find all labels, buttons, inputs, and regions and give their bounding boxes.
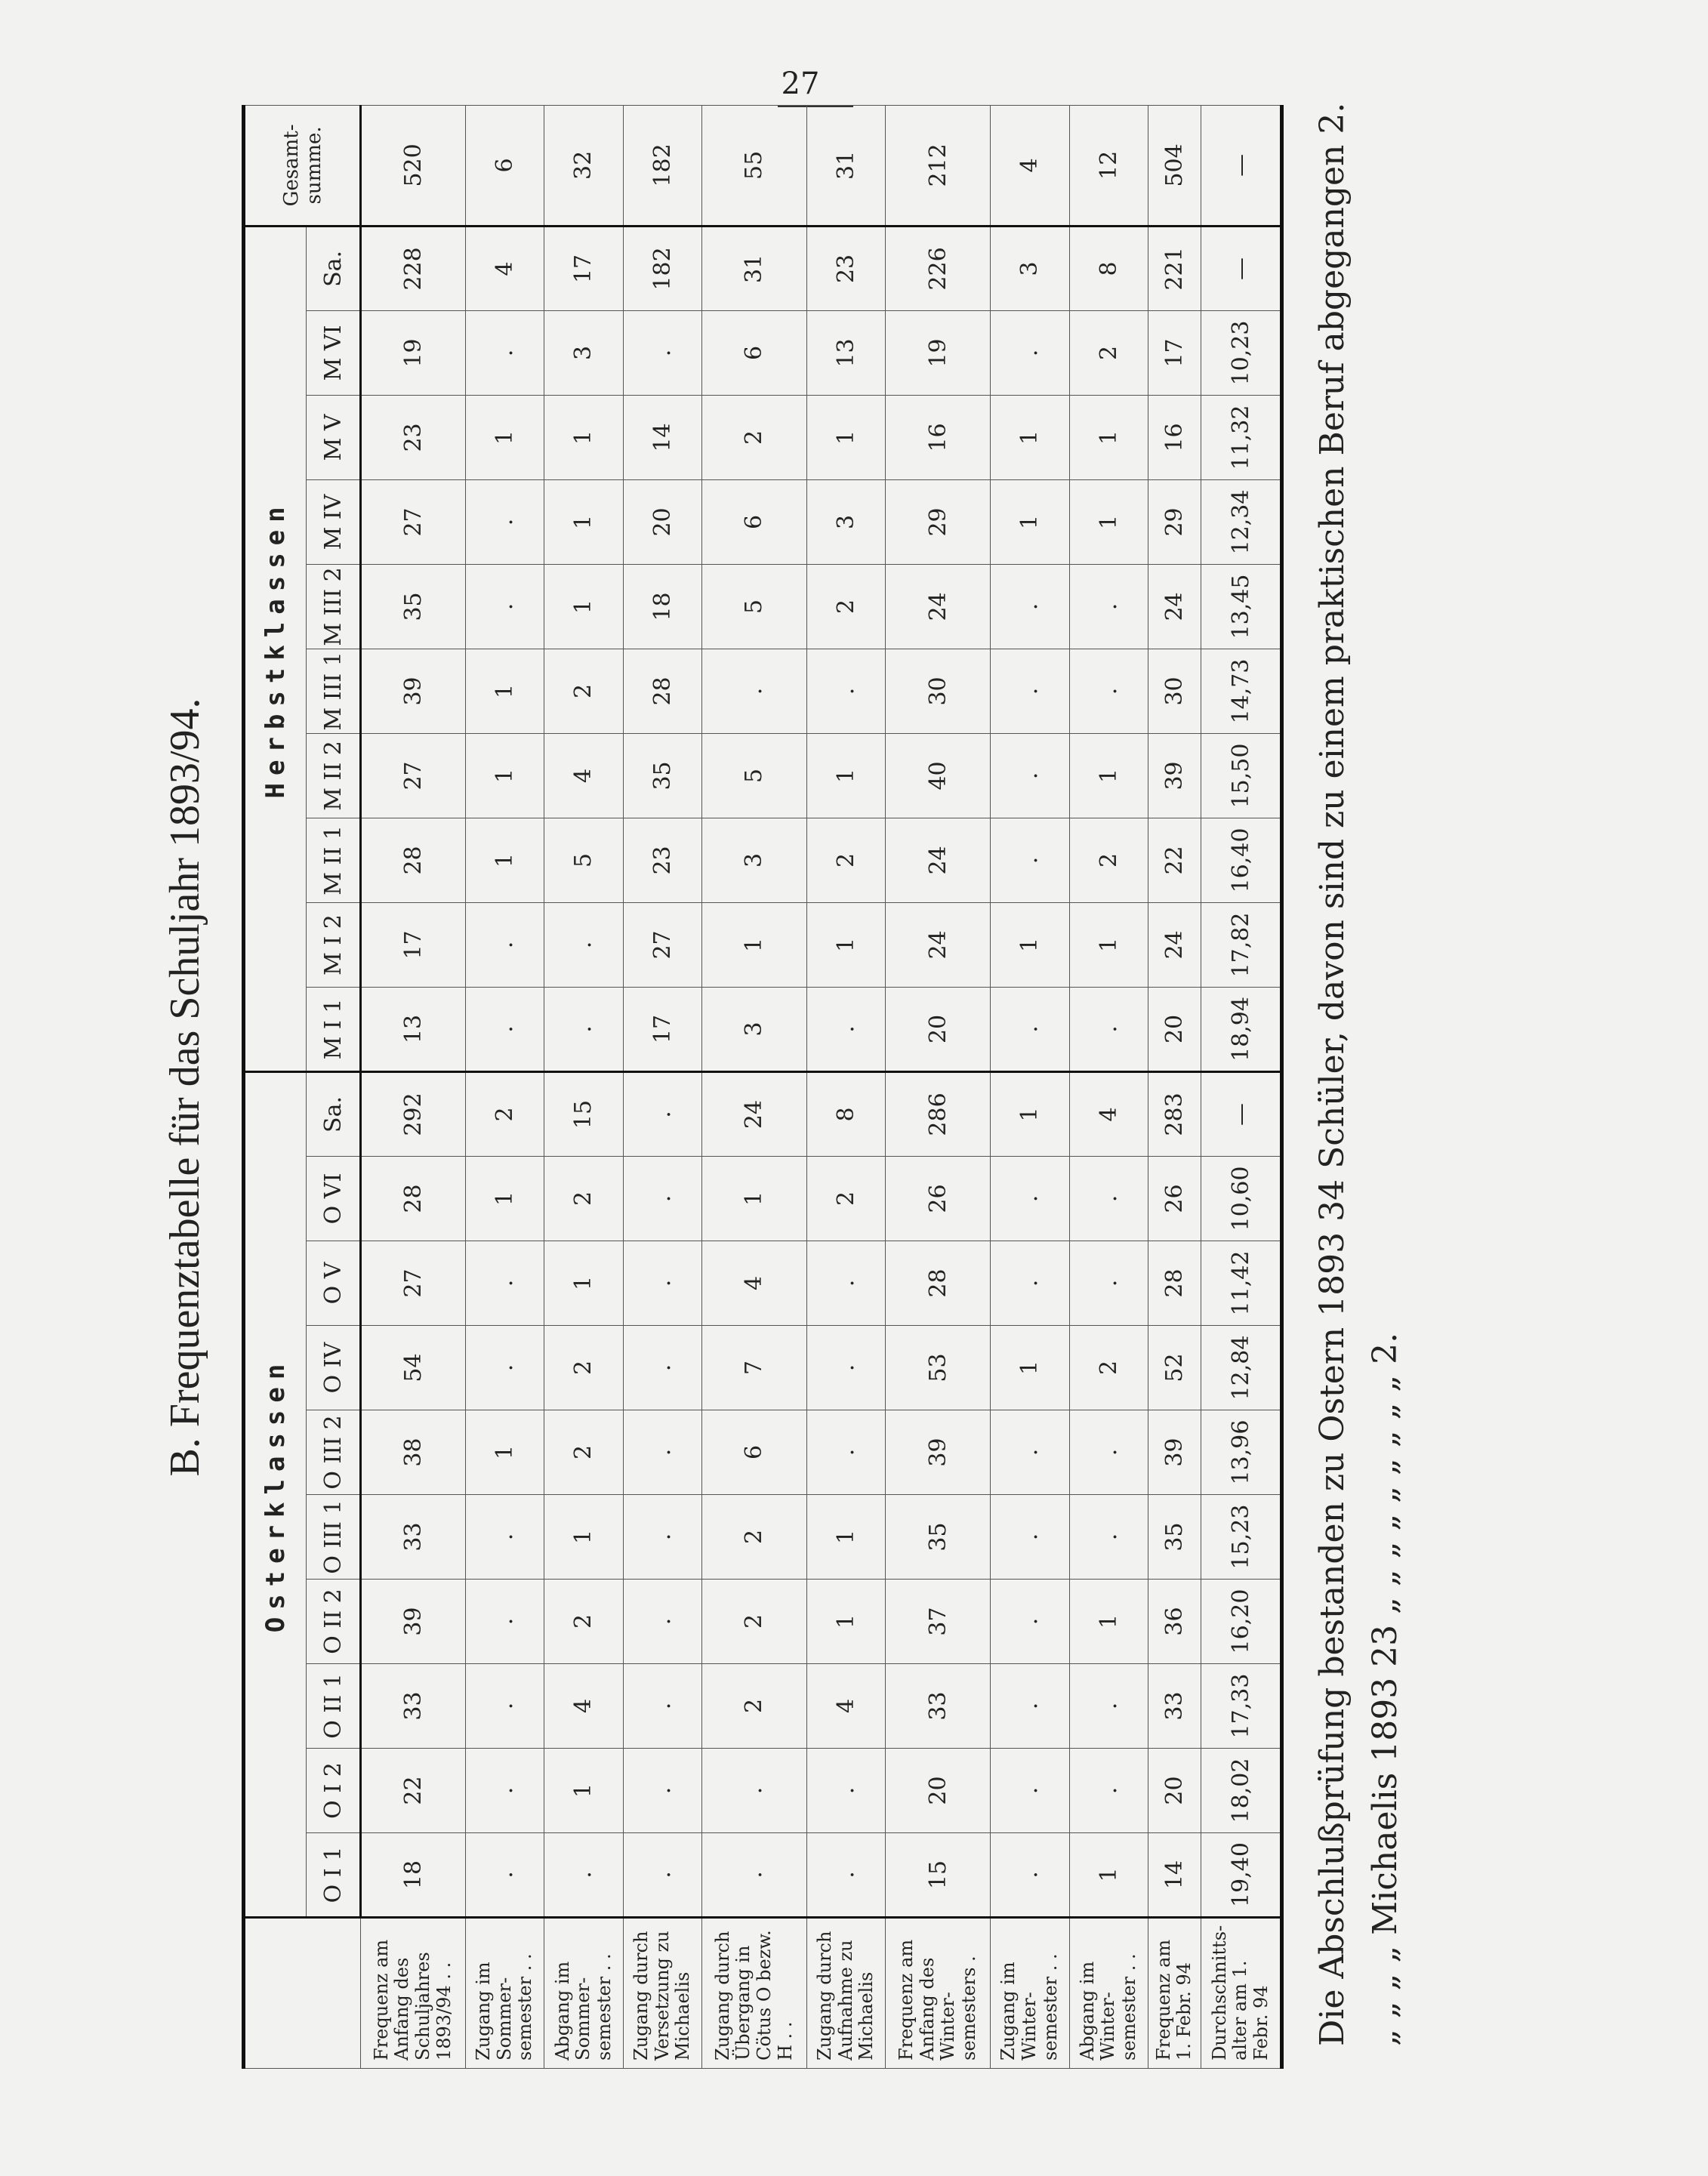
table-cell: .: [465, 1833, 544, 1918]
table-cell: .: [465, 902, 544, 987]
table-cell: .: [465, 1749, 544, 1833]
table-cell: .: [1069, 649, 1148, 733]
table-cell: 29: [886, 479, 991, 564]
table-cell: .: [623, 1241, 701, 1326]
table-cell: 2: [544, 1410, 623, 1495]
table-cell: 2: [1069, 310, 1148, 395]
table-cell: 27: [361, 733, 466, 818]
table-row: [991, 105, 1069, 2068]
total-cell: 31: [806, 105, 885, 226]
table-cell: 17,33: [1201, 1664, 1282, 1749]
table-cell: .: [465, 564, 544, 649]
table-cell: 2: [702, 1580, 807, 1664]
table-cell: .: [991, 1580, 1069, 1664]
table-cell: .: [1069, 987, 1148, 1071]
table-cell: 14: [623, 395, 701, 479]
table-cell: 1: [465, 1410, 544, 1495]
table-cell: 3: [702, 818, 807, 902]
table-cell: .: [465, 1580, 544, 1664]
table-cell: 10,23: [1201, 310, 1282, 395]
table-cell: 1: [991, 395, 1069, 479]
table-cell: 24: [886, 818, 991, 902]
table-cell: .: [806, 1410, 885, 1495]
table-cell: .: [465, 1664, 544, 1749]
table-cell: 26: [886, 1157, 991, 1241]
table-cell: .: [991, 733, 1069, 818]
table-cell: 2: [544, 649, 623, 733]
table-cell: 292: [361, 1071, 466, 1156]
table-cell: .: [991, 564, 1069, 649]
table-cell: .: [1069, 1157, 1148, 1241]
table-cell: 5: [702, 733, 807, 818]
table-cell: 228: [361, 226, 466, 310]
column-header: O II 2: [307, 1580, 361, 1664]
table-cell: .: [991, 1664, 1069, 1749]
table-cell: 1: [806, 395, 885, 479]
table-cell: 11,42: [1201, 1241, 1282, 1326]
table-cell: 6: [702, 479, 807, 564]
table-cell: 1: [991, 479, 1069, 564]
table-cell: 1: [544, 564, 623, 649]
table-cell: 17: [623, 987, 701, 1071]
table-row: [702, 105, 807, 2068]
column-header: O II 1: [307, 1664, 361, 1749]
table-cell: .: [623, 1071, 701, 1156]
table-row: [361, 105, 466, 2068]
table-cell: 18: [623, 564, 701, 649]
table-cell: 1: [1069, 479, 1148, 564]
table-cell: 54: [361, 1326, 466, 1410]
page-number: 27: [781, 66, 820, 101]
table-cell: .: [991, 1833, 1069, 1918]
table-cell: 16: [1148, 395, 1201, 479]
table-cell: 6: [702, 1410, 807, 1495]
table-cell: 5: [544, 818, 623, 902]
table-cell: 33: [886, 1664, 991, 1749]
table-cell: 13: [361, 987, 466, 1071]
table-cell: 28: [361, 1157, 466, 1241]
total-cell: 182: [623, 105, 701, 226]
table-cell: 53: [886, 1326, 991, 1410]
table-cell: 1: [1069, 733, 1148, 818]
total-cell: 504: [1148, 105, 1201, 226]
table-cell: .: [806, 1326, 885, 1410]
row-label: Frequenz am 1. Febr. 94: [1148, 1918, 1201, 2069]
table-cell: 40: [886, 733, 991, 818]
table-cell: .: [623, 1580, 701, 1664]
table-cell: 1: [1069, 395, 1148, 479]
osterklassen-header: Osterklassen: [244, 1071, 307, 1917]
table-cell: 30: [886, 649, 991, 733]
table-cell: 1: [1069, 1833, 1148, 1918]
table-cell: 22: [1148, 818, 1201, 902]
table-cell: .: [465, 479, 544, 564]
table-cell: 221: [1148, 226, 1201, 310]
table-cell: 18,02: [1201, 1749, 1282, 1833]
table-cell: 2: [806, 818, 885, 902]
table-cell: .: [991, 310, 1069, 395]
table-cell: 18,94: [1201, 987, 1282, 1071]
table-row: [1201, 105, 1282, 2068]
table-cell: 1: [806, 1580, 885, 1664]
table-cell: 1: [806, 733, 885, 818]
note-line: Die Abschlußprüfung bestanden zu Ostern 1893 34 Schüler, davon sind zu einem praktischen Beruf abgegangen 2.: [1313, 102, 1352, 2046]
total-cell: 4: [991, 105, 1069, 226]
table-corner: [244, 1918, 361, 2069]
table-cell: 26: [1148, 1157, 1201, 1241]
column-header: M III 1: [307, 649, 361, 733]
table-cell: 4: [806, 1664, 885, 1749]
table-cell: 36: [1148, 1580, 1201, 1664]
table-cell: 35: [886, 1495, 991, 1580]
table-cell: 27: [623, 902, 701, 987]
table-cell: .: [806, 1833, 885, 1918]
table-cell: .: [623, 1749, 701, 1833]
table-cell: 23: [361, 395, 466, 479]
column-header: O III 1: [307, 1495, 361, 1580]
row-label: Abgang im Sommer-semester . .: [544, 1918, 623, 2069]
column-header: M II 2: [307, 733, 361, 818]
table-cell: .: [702, 1833, 807, 1918]
table-cell: 19,40: [1201, 1833, 1282, 1918]
table-cell: .: [991, 1157, 1069, 1241]
table-cell: 283: [1148, 1071, 1201, 1156]
table-cell: .: [544, 902, 623, 987]
frequency-table: [242, 105, 1284, 2069]
table-cell: 52: [1148, 1326, 1201, 1410]
table-cell: 38: [361, 1410, 466, 1495]
table-cell: 1: [544, 1749, 623, 1833]
column-header: M I 1: [307, 987, 361, 1071]
table-cell: 1: [465, 733, 544, 818]
table-cell: 28: [1148, 1241, 1201, 1326]
table-cell: 1: [991, 1071, 1069, 1156]
table-cell: 24: [886, 564, 991, 649]
table-cell: .: [623, 1664, 701, 1749]
table-row: [886, 105, 991, 2068]
table-cell: 1: [544, 1241, 623, 1326]
table-cell: .: [1069, 1495, 1148, 1580]
table-cell: 4: [465, 226, 544, 310]
table-row: [1148, 105, 1201, 2068]
table-cell: .: [702, 649, 807, 733]
column-header: O I 1: [307, 1833, 361, 1918]
table-cell: .: [544, 987, 623, 1071]
table-cell: 4: [544, 733, 623, 818]
table-cell: 3: [702, 987, 807, 1071]
row-label: Zugang im Sommer-semester . .: [465, 1918, 544, 2069]
table-cell: .: [465, 1495, 544, 1580]
table-cell: .: [991, 1241, 1069, 1326]
table-cell: 2: [1069, 818, 1148, 902]
row-label: Zugang durch Versetzung zu Michaelis: [623, 1918, 701, 2069]
table-cell: 2: [465, 1071, 544, 1156]
table-cell: 10,60: [1201, 1157, 1282, 1241]
herbstklassen-header: Herbstklassen: [244, 226, 307, 1071]
total-cell: 12: [1069, 105, 1148, 226]
table-cell: 39: [1148, 1410, 1201, 1495]
table-cell: 15: [886, 1833, 991, 1918]
table-cell: 20: [623, 479, 701, 564]
table-cell: .: [806, 649, 885, 733]
note-line: „ „ „ „ Michaelis 1893 23 „ „ „ „ „ „ „ „ „ 2.: [1366, 1332, 1404, 2046]
table-cell: 2: [806, 1157, 885, 1241]
table-cell: 2: [702, 1495, 807, 1580]
row-label: Durchschnitts-alter am 1. Febr. 94: [1201, 1918, 1282, 2069]
table-cell: 20: [886, 1749, 991, 1833]
table-cell: 24: [886, 902, 991, 987]
table-cell: 30: [1148, 649, 1201, 733]
table-cell: 4: [702, 1241, 807, 1326]
table-row: [544, 105, 623, 2068]
table-cell: 2: [702, 395, 807, 479]
table-row: [806, 105, 885, 2068]
table-cell: 2: [702, 1664, 807, 1749]
table-cell: .: [465, 1326, 544, 1410]
table-cell: 39: [1148, 733, 1201, 818]
table-row: [465, 105, 544, 2068]
row-label: Frequenz am Anfang des Winter-semesters .: [886, 1918, 991, 2069]
total-cell: 32: [544, 105, 623, 226]
table-cell: 2: [544, 1326, 623, 1410]
table-cell: 13,96: [1201, 1410, 1282, 1495]
table-cell: .: [544, 1833, 623, 1918]
table-cell: 1: [544, 395, 623, 479]
table-cell: 33: [1148, 1664, 1201, 1749]
column-header: O I 2: [307, 1749, 361, 1833]
table-cell: 14,73: [1201, 649, 1282, 733]
table-cell: 5: [702, 564, 807, 649]
table-cell: 33: [361, 1664, 466, 1749]
table-cell: 1: [465, 649, 544, 733]
table-row: [623, 105, 701, 2068]
table-cell: .: [465, 987, 544, 1071]
column-header: M I 2: [307, 902, 361, 987]
table-cell: —: [1201, 1071, 1282, 1156]
table-cell: 3: [806, 479, 885, 564]
table-cell: 2: [544, 1580, 623, 1664]
table-cell: —: [1201, 226, 1282, 310]
column-header: M IV: [307, 479, 361, 564]
table-cell: 17,82: [1201, 902, 1282, 987]
table-cell: 7: [702, 1326, 807, 1410]
table-cell: 1: [991, 1326, 1069, 1410]
table-cell: 28: [361, 818, 466, 902]
table-cell: 1: [991, 902, 1069, 987]
column-header: Sa.: [307, 226, 361, 310]
table-cell: .: [465, 1241, 544, 1326]
table-cell: 286: [886, 1071, 991, 1156]
table-cell: 31: [702, 226, 807, 310]
table-cell: 24: [1148, 564, 1201, 649]
page-title: B. Frequenztabelle für das Schuljahr 1893/94.: [162, 698, 208, 1477]
column-header: O VI: [307, 1157, 361, 1241]
table-cell: 24: [1148, 902, 1201, 987]
table-cell: 3: [991, 226, 1069, 310]
table-cell: .: [991, 1749, 1069, 1833]
table-cell: 28: [886, 1241, 991, 1326]
table-cell: 1: [702, 1157, 807, 1241]
total-cell: 212: [886, 105, 991, 226]
table-cell: 24: [702, 1071, 807, 1156]
column-header: O V: [307, 1241, 361, 1326]
table-cell: .: [991, 649, 1069, 733]
column-header: M VI: [307, 310, 361, 395]
table-cell: 1: [465, 818, 544, 902]
table-cell: 1: [702, 902, 807, 987]
table-cell: 39: [361, 1580, 466, 1664]
table-cell: 17: [544, 226, 623, 310]
table-cell: 17: [361, 902, 466, 987]
table-cell: 13,45: [1201, 564, 1282, 649]
table-cell: 1: [465, 395, 544, 479]
table-cell: 226: [886, 226, 991, 310]
total-cell: —: [1201, 105, 1282, 226]
row-label: Zugang durch Aufnahme zu Michaelis: [806, 1918, 885, 2069]
table-cell: 29: [1148, 479, 1201, 564]
table-cell: .: [991, 818, 1069, 902]
total-header: Gesamt-summe.: [244, 105, 361, 226]
table-cell: 37: [886, 1580, 991, 1664]
table-cell: 12,34: [1201, 479, 1282, 564]
table-cell: 17: [1148, 310, 1201, 395]
table-cell: .: [991, 987, 1069, 1071]
column-header: O III 2: [307, 1410, 361, 1495]
column-header: M II 1: [307, 818, 361, 902]
row-label: Zugang im Winter-semester . .: [991, 1918, 1069, 2069]
column-header: M III 2: [307, 564, 361, 649]
table-cell: 20: [886, 987, 991, 1071]
table-cell: .: [991, 1495, 1069, 1580]
total-cell: 55: [702, 105, 807, 226]
table-cell: 16,40: [1201, 818, 1282, 902]
table-cell: 27: [361, 479, 466, 564]
table-cell: 1: [465, 1157, 544, 1241]
table-cell: 1: [544, 1495, 623, 1580]
table-cell: 15,23: [1201, 1495, 1282, 1580]
table-cell: 3: [544, 310, 623, 395]
table-cell: 35: [361, 564, 466, 649]
table-cell: .: [806, 987, 885, 1071]
table-cell: .: [623, 1495, 701, 1580]
table-cell: 1: [806, 902, 885, 987]
table-cell: 1: [806, 1495, 885, 1580]
table-cell: 182: [623, 226, 701, 310]
table-cell: .: [991, 1410, 1069, 1495]
row-label: Zugang durch Übergang in Cötus O bezw. H . .: [702, 1918, 807, 2069]
table-cell: 2: [806, 564, 885, 649]
table-cell: 6: [702, 310, 807, 395]
table-cell: .: [1069, 564, 1148, 649]
row-label: Frequenz am Anfang des Schuljahres 1893/94 . .: [361, 1918, 466, 2069]
table-cell: 1: [1069, 1580, 1148, 1664]
column-header: O IV: [307, 1326, 361, 1410]
table-cell: .: [623, 1157, 701, 1241]
total-cell: 6: [465, 105, 544, 226]
table-cell: 16: [886, 395, 991, 479]
table-cell: 11,32: [1201, 395, 1282, 479]
column-header: Sa.: [307, 1071, 361, 1156]
column-header: M V: [307, 395, 361, 479]
table-cell: 13: [806, 310, 885, 395]
table-cell: 2: [544, 1157, 623, 1241]
table-cell: .: [806, 1749, 885, 1833]
table-cell: 8: [806, 1071, 885, 1156]
table-cell: 39: [361, 649, 466, 733]
table-cell: 15,50: [1201, 733, 1282, 818]
table-cell: .: [1069, 1749, 1148, 1833]
table-cell: 35: [623, 733, 701, 818]
table-cell: 27: [361, 1241, 466, 1326]
table-cell: 19: [886, 310, 991, 395]
table-cell: 20: [1148, 1749, 1201, 1833]
table-cell: 23: [623, 818, 701, 902]
table-cell: 12,84: [1201, 1326, 1282, 1410]
table-cell: 1: [544, 479, 623, 564]
table-cell: .: [1069, 1410, 1148, 1495]
table-row: [1069, 105, 1148, 2068]
table-cell: .: [702, 1749, 807, 1833]
table-cell: .: [806, 1241, 885, 1326]
table-cell: .: [623, 1410, 701, 1495]
table-cell: 20: [1148, 987, 1201, 1071]
table-cell: 2: [1069, 1326, 1148, 1410]
notes: [1306, 102, 1412, 2046]
table-cell: .: [1069, 1241, 1148, 1326]
total-cell: 520: [361, 105, 466, 226]
table-cell: 28: [623, 649, 701, 733]
table-cell: 19: [361, 310, 466, 395]
table-cell: .: [623, 1833, 701, 1918]
table-cell: .: [623, 1326, 701, 1410]
table-cell: 4: [544, 1664, 623, 1749]
table-cell: 4: [1069, 1071, 1148, 1156]
table-cell: 39: [886, 1410, 991, 1495]
table-cell: 15: [544, 1071, 623, 1156]
table-cell: 33: [361, 1495, 466, 1580]
table-cell: 35: [1148, 1495, 1201, 1580]
rotated-page-content: [151, 102, 1465, 2069]
table-cell: .: [623, 310, 701, 395]
table-cell: .: [465, 310, 544, 395]
table-cell: 14: [1148, 1833, 1201, 1918]
table-cell: 1: [1069, 902, 1148, 987]
table-cell: 22: [361, 1749, 466, 1833]
table-cell: .: [1069, 1664, 1148, 1749]
table-cell: 8: [1069, 226, 1148, 310]
table-cell: 16,20: [1201, 1580, 1282, 1664]
table-cell: 23: [806, 226, 885, 310]
table-cell: 18: [361, 1833, 466, 1918]
row-label: Abgang im Winter-semester . .: [1069, 1918, 1148, 2069]
